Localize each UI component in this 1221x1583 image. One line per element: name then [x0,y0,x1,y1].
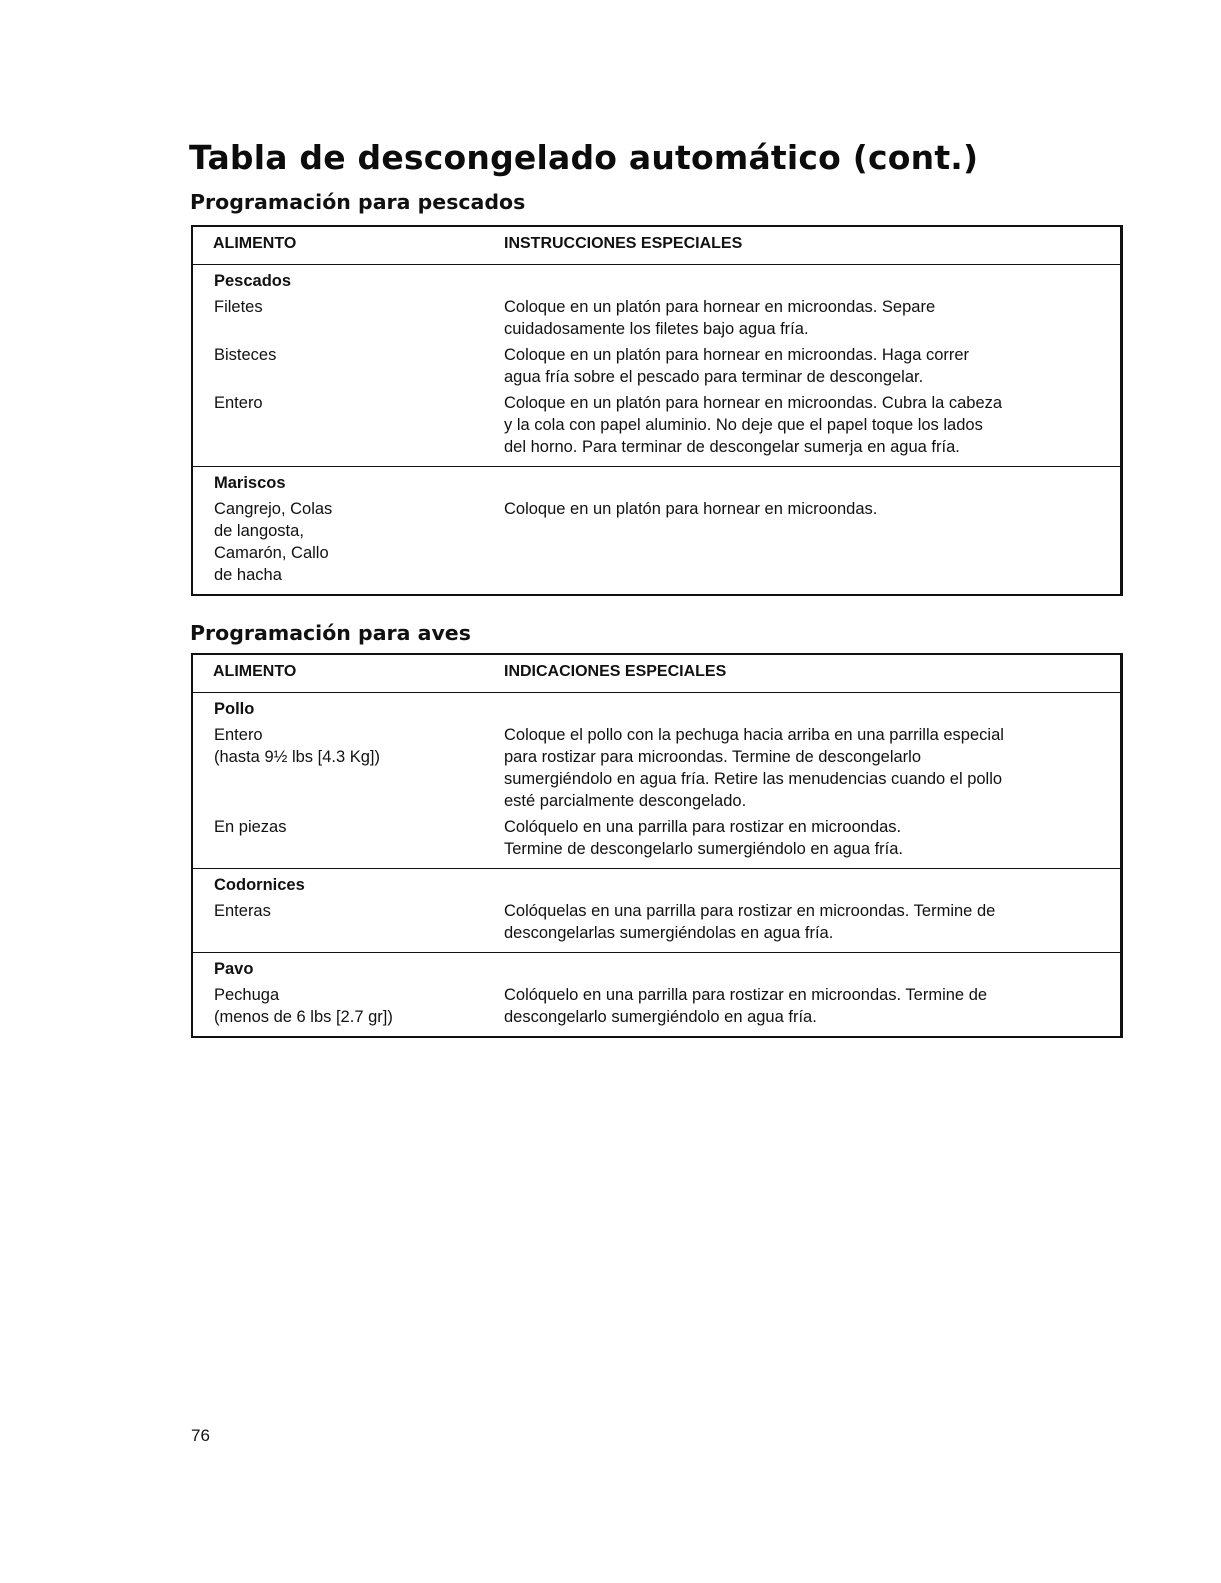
page-number: 76 [191,1426,210,1445]
food-cell: Bisteces [214,346,277,364]
fish-col-food: ALIMENTO [213,235,297,252]
page-title: Tabla de descongelado automático (cont.) [189,138,979,177]
group-title: Mariscos [214,474,286,492]
fish-section-heading: Programación para pescados [190,190,526,214]
poultry-group-pollo [193,693,1120,869]
table-row [193,296,1120,340]
instructions-cell: Colóquelas en una parrilla para rostizar en microondas. Termine de descongelarlas sumergiéndolas en agua fría. [504,902,996,942]
poultry-group-pavo [193,953,1120,1036]
table-row [193,344,1120,388]
food-cell: Filetes [214,298,263,316]
food-cell: Pechuga (menos de 6 lbs [2.7 gr]) [214,986,393,1026]
group-title: Pescados [214,272,292,290]
food-cell: En piezas [214,818,287,836]
table-row [193,984,1120,1028]
group-title: Codornices [214,876,305,894]
table-row [193,816,1120,860]
table-row [193,724,1120,812]
poultry-group-codornices [193,869,1120,953]
instructions-cell: Coloque el pollo con la pechuga hacia arriba en una parrilla especial para rostizar para microondas. Termine de descongelarlo sumergiéndolo en agua fría. Retire las menudencias cuando el pollo esté parcialmente descongelado. [504,726,1004,810]
fish-table [191,225,1123,596]
instructions-cell: Coloque en un platón para hornear en microondas. Separe cuidadosamente los filetes bajo agua fría. [504,298,936,338]
table-row [193,498,1120,586]
food-cell: Cangrejo, Colas de langosta, Camarón, Callo de hacha [214,500,333,584]
poultry-col-food: ALIMENTO [213,663,297,680]
table-row [193,392,1120,458]
group-title: Pollo [214,700,255,718]
poultry-table [191,653,1123,1038]
instructions-cell: Coloque en un platón para hornear en microondas. [504,500,878,518]
instructions-cell: Colóquelo en una parrilla para rostizar en microondas. Termine de descongelarlo sumergiéndolo en agua fría. [504,986,988,1026]
group-title: Pavo [214,960,254,978]
instructions-cell: Coloque en un platón para hornear en microondas. Cubra la cabeza y la cola con papel aluminio. No deje que el papel toque los lados del horno. Para terminar de descongelar sumerja en agua fría. [504,394,1003,456]
poultry-section-heading: Programación para aves [190,621,471,645]
food-cell: Entero (hasta 9½ lbs [4.3 Kg]) [214,726,381,766]
food-cell: Entero [214,394,263,412]
poultry-table-header [193,655,1120,693]
fish-table-header [193,227,1120,265]
table-row [193,900,1120,944]
fish-col-instructions: INSTRUCCIONES ESPECIALES [504,235,743,252]
poultry-col-instructions: INDICACIONES ESPECIALES [504,663,727,680]
food-cell: Enteras [214,902,271,920]
fish-group-mariscos [193,467,1120,594]
instructions-cell: Coloque en un platón para hornear en microondas. Haga correr agua fría sobre el pescado para terminar de descongelar. [504,346,970,386]
fish-group-pescados [193,265,1120,467]
instructions-cell: Colóquelo en una parrilla para rostizar en microondas. Termine de descongelarlo sumergiéndolo en agua fría. [504,818,903,858]
